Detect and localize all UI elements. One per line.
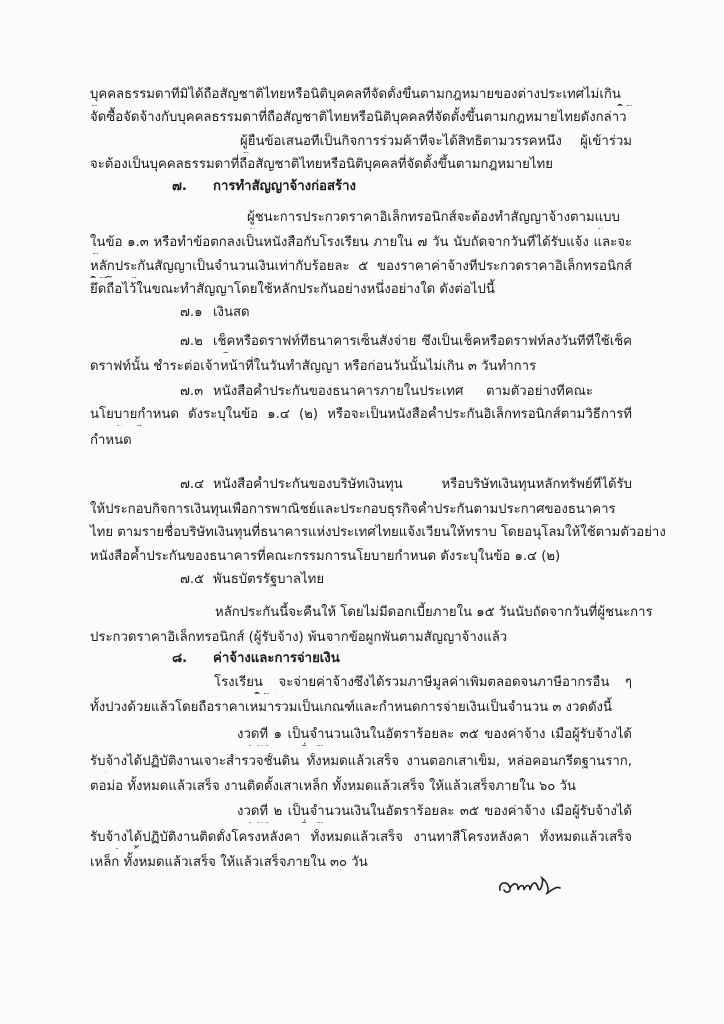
text-line: ผู้ยื่นข้อเสนอที่เป็นกิจการร่วมค้าที่จะได้สิทธิตามวรรคหนึ่ง ผู้เข้าร่วม: [240, 134, 632, 149]
text-line: ตอม่อ ทั้งหมดแล้วเสร็จ งานติดตั้งเสาเหล็ก ทั้งหมดแล้วเสร็จ ให้แล้วเสร็จภายใน ๖๐ วัน: [90, 779, 576, 794]
text-line: หนังสือค้ำประกันของธนาคารที่คณะกรรมการนโยบายกำหนด ดังระบุในข้อ ๑.๔ (๒): [90, 549, 561, 564]
text-line: ผู้ชนะการประกวดราคาอิเล็กทรอนิกส์จะต้องทำสัญญาจ้างตามแบบ: [247, 210, 620, 225]
section-8-heading: ค่าจ้างและการจ่ายเงิน: [213, 651, 340, 666]
text-line: หลักประกันนี้จะคืนให้ โดยไม่มีดอกเบี้ยภายใน ๑๕ วันนับถัดจากวันที่ผู้ชนะการ: [215, 605, 653, 620]
section-8-number: ๘.: [172, 651, 188, 666]
text-line: จะต้องเป็นบุคคลธรรมดาที่ถือสัญชาติไทยหรือนิติบุคคลที่จัดตั้งขึ้นตามกฎหมายไทย: [90, 157, 553, 172]
item-7-2-number: ๗.๒: [180, 334, 203, 349]
text-line: งวดที่ ๒ เป็นจำนวนเงินในอัตราร้อยละ ๓๕ ของค่าจ้าง เมื่อผู้รับจ้างได้: [237, 804, 632, 819]
item-7-5-number: ๗.๕: [180, 572, 205, 587]
item-7-2-text: เช็คหรือดราฟท์ที่ธนาคารเซ็นสั่งจ่าย ซึ่งเป็นเช็คหรือดราฟท์ลงวันที่ที่ใช้เช็ค: [213, 334, 632, 349]
text-line: นโยบายกำหนด ดังระบุในข้อ ๑.๔ (๒) หรือจะเป็นหนังสือค้ำประกันอิเล็กทรอนิกส์ตามวิธีการที่: [90, 407, 632, 422]
item-7-1-number: ๗.๑: [180, 305, 203, 320]
signature-initials: [496, 872, 566, 900]
item-7-4-number: ๗.๔: [180, 477, 205, 492]
text-line: กำหนด: [90, 433, 132, 448]
text-line: ให้ประกอบกิจการเงินทุนเพื่อการพาณิชย์และประกอบธุรกิจค้ำประกันตามประกาศของธนาคาร: [90, 502, 616, 517]
item-7-5-text: พันธบัตรรัฐบาลไทย: [213, 572, 325, 587]
text-line: ยึดถือไว้ในขณะทำสัญญาโดยใช้หลักประกันอย่างหนึ่งอย่างใด ดังต่อไปนี้: [90, 282, 495, 297]
text-line: รับจ้างได้ปฏิบัติงานติดตั้งโครงหลังคา ทั้งหมดแล้วเสร็จ งานทาสีโครงหลังคา ทั้งหมดแล้วเสร็จ: [90, 830, 632, 845]
item-7-4-text: หนังสือค้ำประกันของบริษัทเงินทุน หรือบริษัทเงินทุนหลักทรัพย์ที่ได้รับ: [213, 477, 632, 492]
text-line: ในข้อ ๑.๓ หรือทำข้อตกลงเป็นหนังสือกับโรงเรียน ภายใน ๗ วัน นับถัดจากวันที่ได้รับแจ้ง และจะ: [90, 235, 632, 250]
text-line: โรงเรียน จะจ่ายค่าจ้างซึ่งได้รวมภาษีมูลค่าเพิ่มตลอดจนภาษีอากรอื่น ๆ: [214, 675, 632, 690]
text-line: ดราฟท์นั้น ชำระต่อเจ้าหน้าที่ในวันทำสัญญา หรือก่อนวันนั้นไม่เกิน ๓ วันทำการ: [90, 359, 537, 374]
item-7-1-text: เงินสด: [213, 305, 250, 320]
text-line: จัดซื้อจัดจ้างกับบุคคลธรรมดาที่ถือสัญชาติไทยหรือนิติบุคคลที่จัดตั้งขึ้นตามกฎหมายไทยดังกล่าว: [90, 110, 627, 125]
text-line: เหล็ก ทั้งหมดแล้วเสร็จ ให้แล้วเสร็จภายใน ๓๐ วัน: [90, 855, 368, 870]
text-line: ไทย ตามรายชื่อบริษัทเงินทุนที่ธนาคารแห่งประเทศไทยแจ้งเวียนให้ทราบ โดยอนุโลมให้ใช้ตามตัวอย่าง: [90, 525, 666, 540]
text-line: รับจ้างได้ปฏิบัติงานเจาะสำรวจชั้นดิน ทั้งหมดแล้วเสร็จ งานตอกเสาเข็ม, หล่อคอนกรีตฐานราก,: [90, 754, 632, 769]
item-7-3-text: หนังสือค้ำประกันของธนาคารภายในประเทศ ตามตัวอย่างที่คณะ: [213, 384, 593, 399]
text-line: ประกวดราคาอิเล็กทรอนิกส์ (ผู้รับจ้าง) พ้นจากข้อผูกพันตามสัญญาจ้างแล้ว: [90, 630, 508, 645]
text-line: บุคคลธรรมดาที่มิได้ถือสัญชาติไทยหรือนิติบุคคลที่จัดตั้งขึ้นตามกฎหมายของต่างประเทศไม่เกิน: [90, 87, 621, 102]
text-line: หลักประกันสัญญาเป็นจำนวนเงินเท่ากับร้อยละ ๕ ของราคาค่าจ้างที่ประกวดราคาอิเล็กทรอนิกส์: [90, 259, 632, 274]
text-line: งวดที่ ๑ เป็นจำนวนเงินในอัตราร้อยละ ๓๕ ของค่าจ้าง เมื่อผู้รับจ้างได้: [237, 727, 632, 742]
section-7-heading: การทำสัญญาจ้างก่อสร้าง: [213, 179, 356, 194]
item-7-3-number: ๗.๓: [180, 384, 204, 399]
text-line: ทั้งปวงด้วยแล้วโดยถือราคาเหมารวมเป็นเกณฑ์และกำหนดการจ่ายเงินเป็นจำนวน ๓ งวดดังนี้: [90, 700, 612, 715]
section-7-number: ๗.: [172, 179, 187, 194]
